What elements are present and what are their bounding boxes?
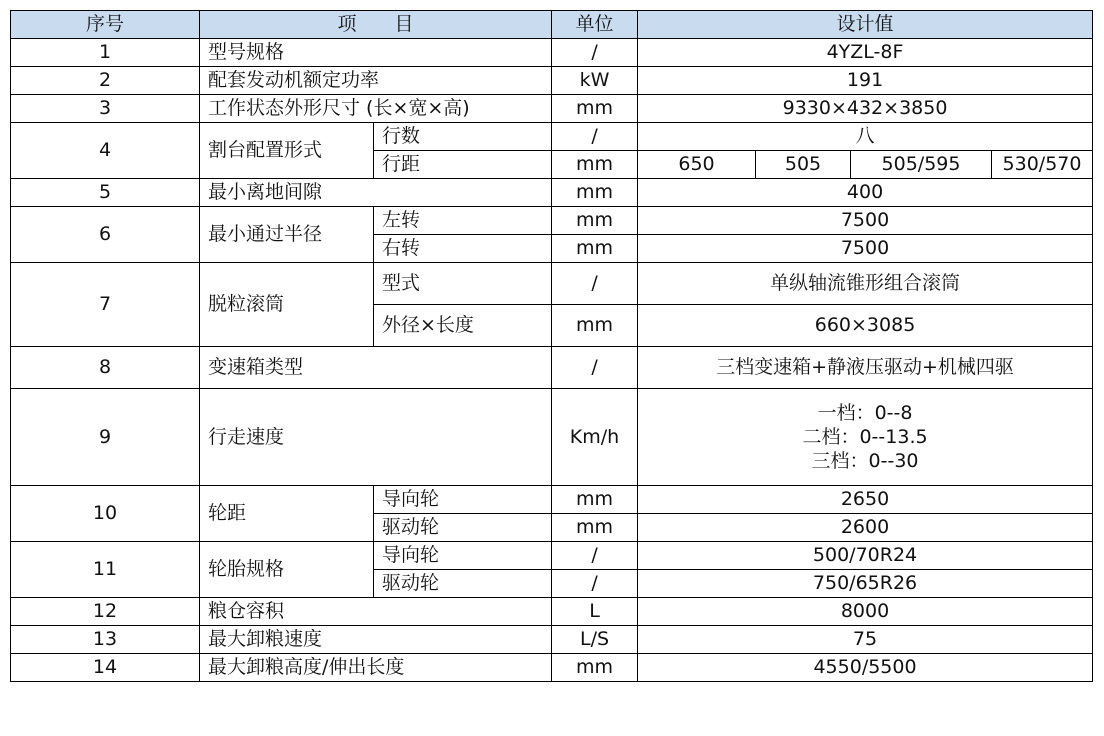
table-row xyxy=(11,542,1093,570)
speed-gear-3: 三档：0--30 xyxy=(811,450,919,472)
header-item: 项 目 xyxy=(200,11,552,39)
row-item: 最大卸粮速度 xyxy=(200,626,552,654)
row-no: 2 xyxy=(11,67,200,95)
row-unit: L xyxy=(552,598,638,626)
row-no: 1 xyxy=(11,39,200,67)
spec-table xyxy=(10,10,1093,682)
row-subitem: 导向轮 xyxy=(374,486,552,514)
row-spacing-value: 530/570 xyxy=(992,151,1093,179)
row-subitem: 左转 xyxy=(374,207,552,235)
row-no: 11 xyxy=(11,542,200,598)
row-unit: L/S xyxy=(552,626,638,654)
row-spacing-value: 505/595 xyxy=(851,151,992,179)
row-unit: mm xyxy=(552,95,638,123)
row-spacing-value: 505 xyxy=(756,151,851,179)
row-no: 8 xyxy=(11,347,200,389)
row-unit: mm xyxy=(552,305,638,347)
row-subitem: 行数 xyxy=(374,123,552,151)
row-unit: mm xyxy=(552,151,638,179)
row-value: 8000 xyxy=(638,598,1093,626)
row-subitem: 行距 xyxy=(374,151,552,179)
row-value: 4550/5500 xyxy=(638,654,1093,682)
row-subitem: 导向轮 xyxy=(374,542,552,570)
row-unit: / xyxy=(552,263,638,305)
header-value: 设计值 xyxy=(638,11,1093,39)
table-row xyxy=(11,598,1093,626)
row-unit: / xyxy=(552,123,638,151)
row-value: 400 xyxy=(638,179,1093,207)
table-row xyxy=(11,654,1093,682)
row-value: 2650 xyxy=(638,486,1093,514)
row-subitem: 外径×长度 xyxy=(374,305,552,347)
row-unit: mm xyxy=(552,207,638,235)
row-value: 7500 xyxy=(638,207,1093,235)
row-value: 4YZL-8F xyxy=(638,39,1093,67)
row-no: 12 xyxy=(11,598,200,626)
table-row xyxy=(11,179,1093,207)
header-unit: 单位 xyxy=(552,11,638,39)
row-value: 9330×432×3850 xyxy=(638,95,1093,123)
row-value: 八 xyxy=(638,123,1093,151)
row-no: 4 xyxy=(11,123,200,179)
row-item: 最大卸粮高度/伸出长度 xyxy=(200,654,552,682)
row-item: 轮距 xyxy=(200,486,374,542)
header-no: 序号 xyxy=(11,11,200,39)
row-no: 14 xyxy=(11,654,200,682)
speed-gear-2: 二档：0--13.5 xyxy=(802,426,928,448)
row-value: 单纵轴流锥形组合滚筒 xyxy=(638,263,1093,305)
row-item: 脱粒滚筒 xyxy=(200,263,374,347)
table-row xyxy=(11,123,1093,151)
row-item: 工作状态外形尺寸 (长×宽×高) xyxy=(200,95,552,123)
table-header-row xyxy=(11,11,1093,39)
table-row xyxy=(11,263,1093,305)
row-item: 最小离地间隙 xyxy=(200,179,552,207)
row-unit: kW xyxy=(552,67,638,95)
row-value: 500/70R24 xyxy=(638,542,1093,570)
row-spacing-value: 650 xyxy=(638,151,756,179)
row-no: 5 xyxy=(11,179,200,207)
row-unit: / xyxy=(552,39,638,67)
row-no: 10 xyxy=(11,486,200,542)
row-subitem: 驱动轮 xyxy=(374,570,552,598)
row-no: 13 xyxy=(11,626,200,654)
row-item: 粮仓容积 xyxy=(200,598,552,626)
row-unit: mm xyxy=(552,235,638,263)
row-value: 三档变速箱+静液压驱动+机械四驱 xyxy=(638,347,1093,389)
speed-values xyxy=(638,389,1093,486)
row-value: 191 xyxy=(638,67,1093,95)
row-item: 行走速度 xyxy=(200,389,552,486)
row-no: 3 xyxy=(11,95,200,123)
speed-gear-1: 一档：0--8 xyxy=(817,402,913,424)
row-item: 轮胎规格 xyxy=(200,542,374,598)
table-row xyxy=(11,486,1093,514)
row-value: 660×3085 xyxy=(638,305,1093,347)
row-item: 型号规格 xyxy=(200,39,552,67)
table-row xyxy=(11,389,1093,486)
row-value: 75 xyxy=(638,626,1093,654)
table-row xyxy=(11,67,1093,95)
row-value: 750/65R26 xyxy=(638,570,1093,598)
table-row xyxy=(11,626,1093,654)
row-value: 2600 xyxy=(638,514,1093,542)
table-row xyxy=(11,39,1093,67)
table-row xyxy=(11,95,1093,123)
row-unit: mm xyxy=(552,654,638,682)
row-unit: mm xyxy=(552,179,638,207)
row-no: 7 xyxy=(11,263,200,347)
row-unit: Km/h xyxy=(552,389,638,486)
row-subitem: 型式 xyxy=(374,263,552,305)
row-item: 配套发动机额定功率 xyxy=(200,67,552,95)
row-subitem: 右转 xyxy=(374,235,552,263)
row-item: 变速箱类型 xyxy=(200,347,552,389)
row-unit: mm xyxy=(552,514,638,542)
row-no: 6 xyxy=(11,207,200,263)
row-unit: / xyxy=(552,347,638,389)
row-value: 7500 xyxy=(638,235,1093,263)
row-item: 最小通过半径 xyxy=(200,207,374,263)
row-unit: mm xyxy=(552,486,638,514)
table-row xyxy=(11,207,1093,235)
table-row xyxy=(11,347,1093,389)
row-subitem: 驱动轮 xyxy=(374,514,552,542)
row-item: 割台配置形式 xyxy=(200,123,374,179)
row-unit: / xyxy=(552,542,638,570)
row-no: 9 xyxy=(11,389,200,486)
row-unit: / xyxy=(552,570,638,598)
